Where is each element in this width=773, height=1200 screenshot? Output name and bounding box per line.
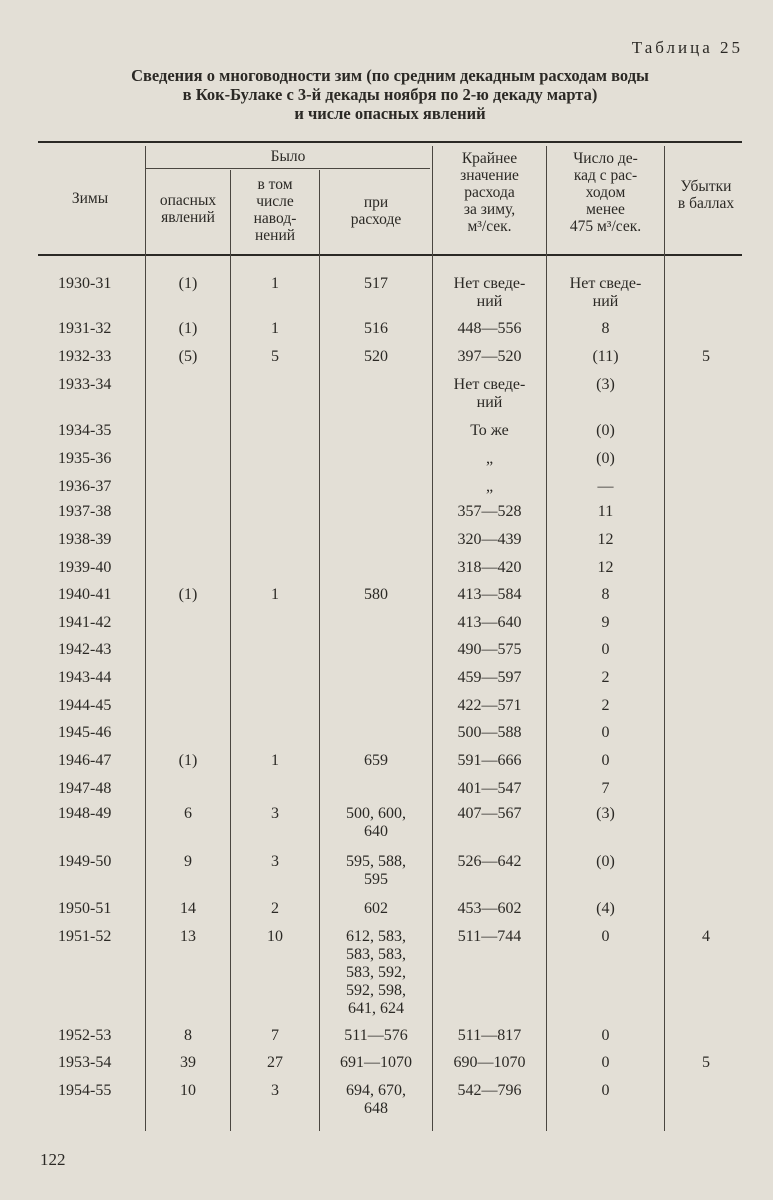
cell-line: 612, 583,: [346, 928, 406, 945]
top-rule: [38, 141, 742, 143]
cell-extreme-1953-54: [433, 1054, 546, 1072]
cell-line: ний: [476, 394, 503, 411]
cell-line: Нет сведе-: [453, 275, 526, 292]
cell-line: 401—547: [457, 780, 522, 797]
cell-line: 580: [364, 586, 388, 603]
cell-extreme-1942-43: [433, 641, 546, 659]
cell-year-1945-46: [58, 724, 138, 742]
cell-year-1944-45: [58, 697, 138, 715]
caption-line-1: Сведения о многоводности зим (по средним декадным расходам воды: [131, 66, 649, 85]
cell-line: 12: [597, 559, 614, 576]
cell-line: То же: [470, 422, 509, 439]
cell-line: 1935-36: [58, 450, 112, 467]
cell-year-1947-48: [58, 780, 138, 798]
cell-line: 516: [364, 320, 388, 337]
cell-line: (1): [178, 320, 198, 337]
cell-line: (4): [596, 900, 615, 917]
cell-year-1940-41: [58, 586, 138, 604]
header-floods-line-2: числе: [256, 193, 294, 210]
cell-year-1946-47: [58, 752, 138, 770]
cell-floods-1953-54: [231, 1054, 319, 1072]
cell-floods-1930-31: [231, 275, 319, 293]
cell-line: 511—744: [457, 928, 522, 945]
cell-line: 500—588: [457, 724, 522, 741]
header-decades-line-2: кад с рас-: [573, 167, 638, 184]
cell-line: 453—602: [457, 900, 522, 917]
cell-floods-1931-32: [231, 320, 319, 338]
cell-line: 3: [271, 805, 279, 822]
cell-line: 1938-39: [58, 531, 112, 548]
cell-line: (0): [596, 853, 615, 870]
cell-decades-1941-42: [547, 614, 664, 632]
cell-dangerous-1948-49: [146, 805, 230, 823]
cell-line: 2: [601, 697, 610, 714]
cell-floods-1940-41: [231, 586, 319, 604]
cell-year-1936-37: [58, 478, 138, 496]
cell-line: 320—439: [457, 531, 522, 548]
cell-line: 422—571: [457, 697, 522, 714]
cell-decades-1933-34: [547, 376, 664, 394]
cell-line: „: [485, 478, 494, 495]
cell-line: 1953-54: [58, 1054, 112, 1071]
cell-line: 1947-48: [58, 780, 112, 797]
cell-extreme-1947-48: [433, 780, 546, 798]
cell-decades-1952-53: [547, 1027, 664, 1045]
cell-floods-1948-49: [231, 805, 319, 823]
cell-discharge-1940-41: [320, 586, 432, 604]
cell-floods-1952-53: [231, 1027, 319, 1045]
cell-line: 1943-44: [58, 669, 112, 686]
cell-decades-1950-51: [547, 900, 664, 918]
cell-discharge-1931-32: [320, 320, 432, 338]
cell-line: 1936-37: [58, 478, 112, 495]
cell-extreme-1952-53: [433, 1027, 546, 1045]
header-decades-line-5: 475 м³/сек.: [569, 218, 642, 235]
cell-discharge-1948-49: [320, 805, 432, 841]
cell-line: 1950-51: [58, 900, 112, 917]
cell-dangerous-1953-54: [146, 1054, 230, 1072]
cell-dangerous-1951-52: [146, 928, 230, 946]
cell-decades-1944-45: [547, 697, 664, 715]
header-was: Было: [270, 148, 306, 165]
cell-line: 1: [271, 275, 279, 292]
header-decades-line-1: Число де-: [573, 150, 638, 167]
cell-line: 413—640: [457, 614, 522, 631]
cell-line: 10: [267, 928, 283, 945]
cell-line: „: [485, 450, 494, 467]
cell-line: 511—817: [457, 1027, 522, 1044]
cell-line: ний: [592, 293, 619, 310]
header-extreme-line-2: значение: [460, 167, 519, 184]
cell-line: 595: [364, 871, 388, 888]
cell-line: (3): [596, 805, 615, 822]
cell-year-1943-44: [58, 669, 138, 687]
cell-line: 10: [180, 1082, 196, 1099]
col-rule-6: [664, 146, 665, 1131]
cell-line: 1954-55: [58, 1082, 112, 1099]
cell-line: 542—796: [457, 1082, 522, 1099]
cell-decades-1945-46: [547, 724, 664, 742]
cell-line: 1951-52: [58, 928, 112, 945]
cell-year-1939-40: [58, 559, 138, 577]
cell-dangerous-1940-41: [146, 586, 230, 604]
cell-extreme-1950-51: [433, 900, 546, 918]
cell-line: (11): [592, 348, 619, 365]
cell-line: 1932-33: [58, 348, 112, 365]
cell-extreme-1945-46: [433, 724, 546, 742]
cell-year-1935-36: [58, 450, 138, 468]
cell-losses-1951-52: [665, 928, 747, 946]
cell-line: 1941-42: [58, 614, 112, 631]
col-rule-2: [230, 170, 231, 1131]
cell-extreme-1940-41: [433, 586, 546, 604]
cell-decades-1934-35: [547, 422, 664, 440]
header-extreme-line-1: Крайнее: [461, 150, 518, 167]
cell-discharge-1932-33: [320, 348, 432, 366]
cell-line: 1934-35: [58, 422, 112, 439]
cell-line: 0: [601, 1027, 610, 1044]
cell-discharge-1951-52: [320, 928, 432, 1018]
cell-line: 9: [184, 853, 192, 870]
cell-line: 12: [597, 531, 614, 548]
cell-decades-1949-50: [547, 853, 664, 871]
cell-line: 13: [180, 928, 196, 945]
cell-losses-1953-54: [665, 1054, 747, 1072]
cell-dangerous-1931-32: [146, 320, 230, 338]
cell-floods-1932-33: [231, 348, 319, 366]
cell-floods-1946-47: [231, 752, 319, 770]
cell-line: 318—420: [457, 559, 522, 576]
cell-line: 592, 598,: [346, 982, 406, 999]
cell-line: 1930-31: [58, 275, 112, 292]
cell-line: 511—576: [344, 1027, 408, 1044]
header-floods-line-4: нений: [254, 227, 296, 244]
cell-decades-1942-43: [547, 641, 664, 659]
header-floods-line-3: навод-: [253, 210, 297, 227]
cell-line: 1944-45: [58, 697, 112, 714]
cell-decades-1937-38: [547, 503, 664, 521]
header-losses-line-1: Убытки: [680, 178, 732, 195]
cell-year-1938-39: [58, 531, 138, 549]
table-number: Таблица 25: [631, 38, 743, 57]
cell-decades-1948-49: [547, 805, 664, 823]
cell-decades-1939-40: [547, 559, 664, 577]
cell-discharge-1949-50: [320, 853, 432, 889]
cell-line: 1940-41: [58, 586, 112, 603]
cell-line: —: [597, 478, 614, 495]
cell-decades-1951-52: [547, 928, 664, 946]
cell-line: 648: [364, 1100, 388, 1117]
cell-line: 459—597: [457, 669, 522, 686]
cell-decades-1953-54: [547, 1054, 664, 1072]
cell-decades-1954-55: [547, 1082, 664, 1100]
cell-line: 1942-43: [58, 641, 112, 658]
cell-discharge-1953-54: [320, 1054, 432, 1072]
cell-extreme-1935-36: [433, 450, 546, 468]
cell-line: 1946-47: [58, 752, 112, 769]
cell-year-1931-32: [58, 320, 138, 338]
cell-extreme-1936-37: [433, 478, 546, 496]
cell-line: 8: [601, 586, 610, 603]
cell-line: (0): [596, 422, 615, 439]
cell-dangerous-1950-51: [146, 900, 230, 918]
cell-line: 397—520: [457, 348, 522, 365]
cell-extreme-1943-44: [433, 669, 546, 687]
cell-line: 7: [271, 1027, 279, 1044]
cell-line: 1939-40: [58, 559, 112, 576]
cell-dangerous-1946-47: [146, 752, 230, 770]
cell-extreme-1931-32: [433, 320, 546, 338]
header-dangerous-line-1: опасных: [159, 192, 217, 209]
cell-line: 0: [601, 1054, 610, 1071]
cell-line: 659: [364, 752, 388, 769]
caption-line-2: в Кок-Булаке с 3-й декады ноября по 2-ю декаду марта): [182, 85, 598, 104]
cell-line: 6: [184, 805, 192, 822]
header-decades-line-4: менее: [586, 201, 625, 218]
cell-line: 1937-38: [58, 503, 112, 520]
cell-extreme-1934-35: [433, 422, 546, 440]
cell-discharge-1954-55: [320, 1082, 432, 1118]
cell-extreme-1939-40: [433, 559, 546, 577]
cell-discharge-1930-31: [320, 275, 432, 293]
cell-line: 690—1070: [453, 1054, 526, 1071]
cell-line: 691—1070: [340, 1054, 412, 1071]
cell-line: 448—556: [457, 320, 522, 337]
cell-year-1937-38: [58, 503, 138, 521]
cell-year-1952-53: [58, 1027, 138, 1045]
cell-line: 413—584: [457, 586, 522, 603]
cell-extreme-1933-34: [433, 376, 546, 412]
header-floods-line-1: в том: [257, 176, 293, 193]
cell-decades-1935-36: [547, 450, 664, 468]
cell-line: (5): [178, 348, 198, 365]
cell-line: 14: [180, 900, 196, 917]
page-number: 122: [40, 1150, 66, 1169]
header-decades: [547, 150, 664, 235]
cell-line: 500, 600,: [346, 805, 406, 822]
cell-line: 526—642: [457, 853, 522, 870]
cell-line: 7: [601, 780, 610, 797]
cell-extreme-1938-39: [433, 531, 546, 549]
cell-line: 1945-46: [58, 724, 112, 741]
cell-dangerous-1952-53: [146, 1027, 230, 1045]
cell-line: 407—567: [457, 805, 522, 822]
cell-line: 5: [702, 348, 710, 365]
cell-line: 3: [271, 1082, 279, 1099]
cell-floods-1949-50: [231, 853, 319, 871]
cell-line: Нет сведе-: [453, 376, 526, 393]
cell-line: (1): [178, 586, 198, 603]
header-extreme: [433, 150, 546, 235]
cell-year-1950-51: [58, 900, 138, 918]
header-losses-line-2: в баллах: [677, 195, 735, 212]
cell-line: 1931-32: [58, 320, 112, 337]
header-discharge-line-2: расходе: [350, 211, 402, 228]
header-extreme-line-5: м³/сек.: [467, 218, 512, 235]
cell-extreme-1944-45: [433, 697, 546, 715]
cell-line: 0: [601, 724, 610, 741]
cell-line: (1): [178, 275, 198, 292]
cell-line: 602: [364, 900, 388, 917]
cell-line: ний: [476, 293, 503, 310]
cell-line: Нет сведе-: [569, 275, 642, 292]
cell-extreme-1946-47: [433, 752, 546, 770]
col-rule-1: [145, 146, 146, 1131]
cell-line: 1: [271, 752, 279, 769]
caption-line-3: и числе опасных явлений: [294, 104, 486, 123]
cell-dangerous-1932-33: [146, 348, 230, 366]
cell-discharge-1952-53: [320, 1027, 432, 1045]
cell-line: 0: [601, 928, 610, 945]
cell-year-1951-52: [58, 928, 138, 946]
cell-line: 1: [271, 586, 279, 603]
cell-decades-1930-31: [547, 275, 664, 311]
header-discharge: [320, 194, 432, 228]
cell-year-1942-43: [58, 641, 138, 659]
cell-extreme-1932-33: [433, 348, 546, 366]
cell-extreme-1948-49: [433, 805, 546, 823]
cell-year-1949-50: [58, 853, 138, 871]
header-decades-line-3: ходом: [585, 184, 626, 201]
cell-line: 517: [364, 275, 388, 292]
cell-line: 5: [702, 1054, 710, 1071]
cell-line: 640: [364, 823, 388, 840]
cell-decades-1936-37: [547, 478, 664, 496]
cell-year-1941-42: [58, 614, 138, 632]
cell-line: 520: [364, 348, 388, 365]
cell-year-1953-54: [58, 1054, 138, 1072]
cell-extreme-1941-42: [433, 614, 546, 632]
cell-line: 11: [597, 503, 614, 520]
header-losses: [665, 178, 747, 212]
cell-line: 39: [180, 1054, 196, 1071]
cell-extreme-1951-52: [433, 928, 546, 946]
group-rule: [146, 168, 430, 169]
cell-decades-1938-39: [547, 531, 664, 549]
cell-line: 8: [601, 320, 610, 337]
cell-line: 591—666: [457, 752, 522, 769]
cell-line: (3): [596, 376, 615, 393]
header-floods: [231, 176, 319, 244]
cell-discharge-1950-51: [320, 900, 432, 918]
table-caption: [40, 66, 740, 123]
cell-line: 27: [267, 1054, 283, 1071]
cell-line: 641, 624: [348, 1000, 404, 1017]
cell-line: 1933-34: [58, 376, 112, 393]
cell-line: 2: [271, 900, 279, 917]
cell-line: 490—575: [457, 641, 522, 658]
header-dangerous-line-2: явлений: [161, 209, 215, 226]
cell-dangerous-1954-55: [146, 1082, 230, 1100]
cell-decades-1940-41: [547, 586, 664, 604]
cell-year-1934-35: [58, 422, 138, 440]
cell-dangerous-1930-31: [146, 275, 230, 293]
cell-line: 8: [184, 1027, 192, 1044]
cell-line: 1952-53: [58, 1027, 112, 1044]
cell-line: 0: [601, 752, 610, 769]
cell-line: 583, 592,: [346, 964, 406, 981]
cell-line: 3: [271, 853, 279, 870]
cell-year-1954-55: [58, 1082, 138, 1100]
header-rule: [38, 254, 742, 256]
cell-dangerous-1949-50: [146, 853, 230, 871]
cell-line: (1): [178, 752, 198, 769]
cell-decades-1943-44: [547, 669, 664, 687]
cell-floods-1950-51: [231, 900, 319, 918]
cell-extreme-1937-38: [433, 503, 546, 521]
cell-line: 357—528: [457, 503, 522, 520]
cell-line: 1948-49: [58, 805, 112, 822]
cell-line: 595, 588,: [346, 853, 406, 870]
cell-line: 1949-50: [58, 853, 112, 870]
header-extreme-line-3: расхода: [464, 184, 515, 201]
cell-year-1930-31: [58, 275, 138, 293]
header-extreme-line-4: за зиму,: [463, 201, 516, 218]
cell-floods-1954-55: [231, 1082, 319, 1100]
cell-extreme-1954-55: [433, 1082, 546, 1100]
cell-decades-1932-33: [547, 348, 664, 366]
cell-line: 9: [601, 614, 610, 631]
cell-line: (0): [596, 450, 615, 467]
cell-discharge-1946-47: [320, 752, 432, 770]
cell-year-1933-34: [58, 376, 138, 394]
cell-floods-1951-52: [231, 928, 319, 946]
cell-extreme-1949-50: [433, 853, 546, 871]
cell-line: 583, 583,: [346, 946, 406, 963]
cell-line: 0: [601, 1082, 610, 1099]
cell-decades-1946-47: [547, 752, 664, 770]
cell-year-1932-33: [58, 348, 138, 366]
cell-line: 1: [271, 320, 279, 337]
cell-line: 5: [271, 348, 279, 365]
header-dangerous: [146, 192, 230, 226]
cell-extreme-1930-31: [433, 275, 546, 311]
cell-line: 694, 670,: [346, 1082, 406, 1099]
cell-decades-1931-32: [547, 320, 664, 338]
cell-year-1948-49: [58, 805, 138, 823]
cell-line: 4: [702, 928, 710, 945]
header-discharge-line-1: при: [363, 194, 389, 211]
cell-line: 2: [601, 669, 610, 686]
header-winters: Зимы: [71, 190, 109, 207]
cell-losses-1932-33: [665, 348, 747, 366]
cell-line: 0: [601, 641, 610, 658]
cell-decades-1947-48: [547, 780, 664, 798]
